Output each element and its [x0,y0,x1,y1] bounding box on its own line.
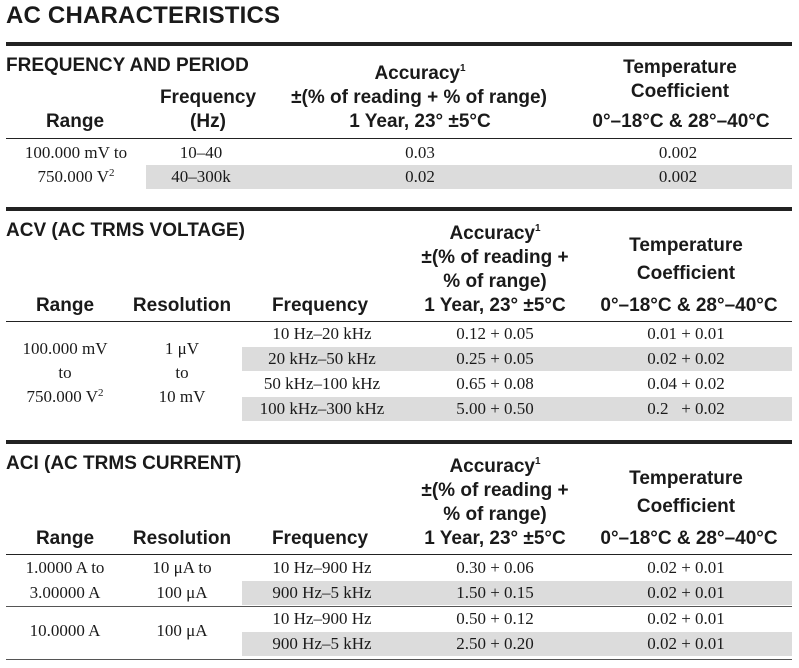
footnote-marker: 1 [460,63,466,74]
col-header-accuracy-condition: 1 Year, 23° ±5°C [424,295,566,316]
col-header-accuracy-formula: ±(% of reading + % of range) [291,87,547,108]
footnote-marker: 1 [535,223,541,234]
frequency-cell: 50 kHz–100 kHz [263,374,381,393]
range-cell: to [58,363,72,382]
col-header-range: Range [45,111,105,132]
temp-coef-cell: 0.02 + 0.01 [647,558,725,577]
frequency-cell: 40–300k [171,167,231,186]
resolution-cell: to [175,363,189,382]
col-header-accuracy-formula: ±(% of reading + [421,480,569,501]
col-header-frequency: Frequency [271,528,369,549]
col-header-accuracy-formula: ±(% of reading + [421,247,569,268]
resolution-cell: 1 μV [164,339,200,358]
footnote-marker: 2 [108,167,115,179]
temp-coef-cell: 0.002 [658,143,698,162]
resolution-cell: 100 μA [156,583,208,602]
resolution-cell: 10 μA to [152,558,212,577]
accuracy-cell: 0.25 + 0.05 [456,349,534,368]
section-divider [6,42,792,46]
frequency-cell: 10 Hz–900 Hz [272,558,372,577]
col-header-temperature: Temperature [629,235,743,256]
temp-coef-cell: 0.02 + 0.01 [647,609,725,628]
col-header-accuracy: Accuracy$^1$ [449,223,541,244]
temp-coef-cell: 0.002 [658,167,698,186]
footnote-marker: 1 [535,456,541,467]
col-header-accuracy: Accuracy$^1$ [449,456,541,477]
accuracy-cell: 0.30 + 0.06 [456,558,534,577]
col-header-coefficient: Coefficient [636,496,736,517]
range-cell: 10.0000 A [29,621,101,640]
col-header-frequency-unit: (Hz) [190,111,226,132]
col-header-resolution: Resolution [132,295,232,316]
temp-coef-cell: 0.04 + 0.02 [647,374,725,393]
col-header-temp-range: 0°–18°C & 28°–40°C [600,528,778,549]
temp-coef-cell: 0.01 + 0.01 [647,324,725,343]
frequency-cell: 100 kHz–300 kHz [259,399,385,418]
col-header-coefficient: Coefficient [636,263,736,284]
col-header-temperature: Temperature [629,468,743,489]
section-divider [6,440,792,444]
header-rule [6,138,792,139]
page-title: AC CHARACTERISTICS [6,2,281,29]
section-divider [6,207,792,211]
range-cell: 1.0000 A to [25,558,105,577]
col-header-accuracy-condition: 1 Year, 23° ±5°C [424,528,566,549]
col-header-range: Range [35,528,95,549]
col-header-resolution: Resolution [132,528,232,549]
accuracy-cell: 0.65 + 0.08 [456,374,534,393]
accuracy-cell: 0.12 + 0.05 [456,324,534,343]
table-bottom-rule [6,659,792,660]
header-rule [6,554,792,555]
range-cell: 750.000 $V^2$ [26,387,104,406]
section-title-acv: ACV (AC TRMS VOLTAGE) [6,220,245,241]
temp-coef-cell: 0.2 + 0.02 [647,399,725,418]
frequency-cell: 10 Hz–900 Hz [272,609,372,628]
section-title-aci: ACI (AC TRMS CURRENT) [6,453,242,474]
temp-coef-cell: 0.02 + 0.01 [647,583,725,602]
accuracy-cell: 0.03 [405,143,435,162]
range-cell: 100.000 mV to [24,143,128,162]
frequency-cell: 900 Hz–5 kHz [272,583,372,602]
accuracy-cell: 0.02 [405,167,435,186]
col-header-accuracy-formula: % of range) [443,504,547,525]
col-header-range: Range [35,295,95,316]
accuracy-cell: 5.00 + 0.50 [456,399,534,418]
col-header-temp-range: 0°–18°C & 28°–40°C [592,111,770,132]
col-header-accuracy-formula: % of range) [443,271,547,292]
col-header-temp-range: 0°–18°C & 28°–40°C [600,295,778,316]
accuracy-cell: 1.50 + 0.15 [456,583,534,602]
accuracy-cell: 0.50 + 0.12 [456,609,534,628]
col-header-coefficient: Coefficient [630,81,730,102]
frequency-cell: 900 Hz–5 kHz [272,634,372,653]
range-cell: 3.00000 A [29,583,101,602]
col-header-frequency: Frequency [271,295,369,316]
resolution-cell: 10 mV [158,387,206,406]
footnote-marker: 2 [97,387,104,399]
resolution-cell: 100 μA [156,621,208,640]
range-cell: 750.000 $V^2$ [37,167,115,186]
col-header-frequency: Frequency [159,87,257,108]
frequency-cell: 10 Hz–20 kHz [272,324,372,343]
temp-coef-cell: 0.02 + 0.01 [647,634,725,653]
frequency-cell: 20 kHz–50 kHz [268,349,376,368]
section-title-frequency-period: FREQUENCY AND PERIOD [6,55,249,76]
range-cell: 100.000 mV [22,339,108,358]
col-header-accuracy-condition: 1 Year, 23° ±5°C [349,111,491,132]
col-header-temperature: Temperature [623,57,737,78]
temp-coef-cell: 0.02 + 0.02 [647,349,725,368]
accuracy-cell: 2.50 + 0.20 [456,634,534,653]
frequency-cell: 10–40 [179,143,223,162]
col-header-accuracy: Accuracy$^1$ [374,63,466,84]
